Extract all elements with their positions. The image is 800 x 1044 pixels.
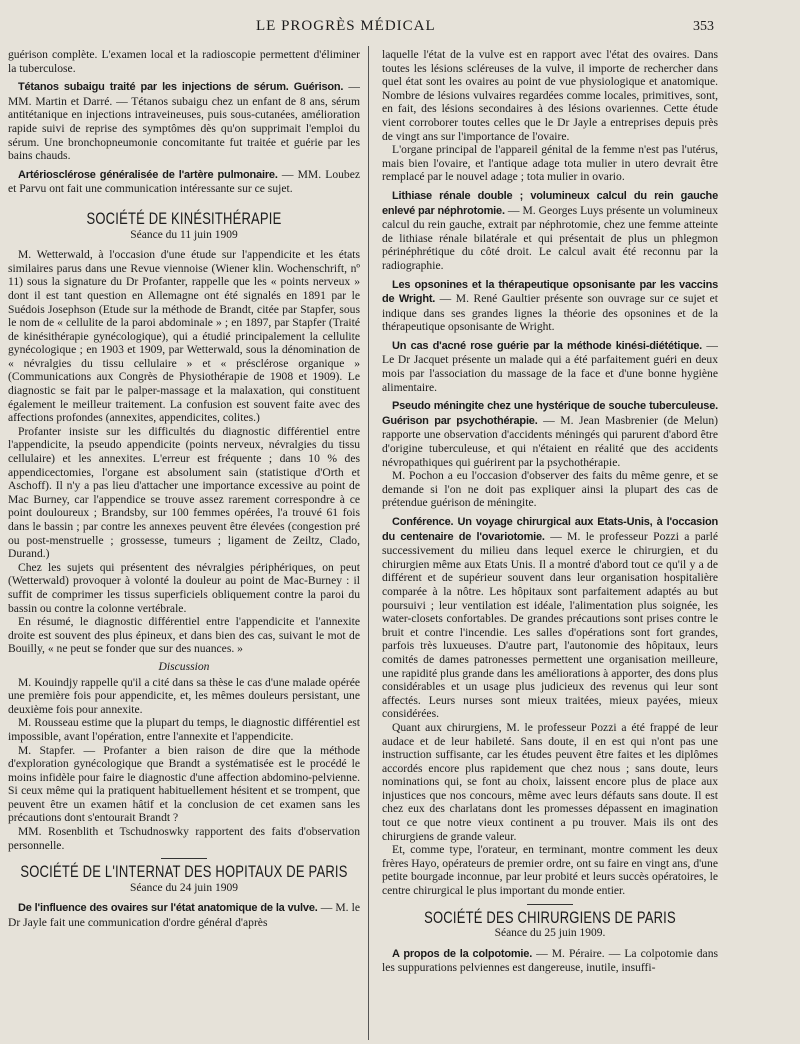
paragraph: L'organe principal de l'appareil génital de la femme n'est pas l'utérus, mais bien l'ovaire, et l'antique adage tota mulier in utero devrait être remplacé par le nouvel adage ; tota mulier in ovario.	[382, 143, 718, 184]
article-text: — M. Georges Luys présente un volumineux calcul du rein gauche, extrait par néphrotomie, chez une femme atteinte de lithiase rénale bilatérale et qui présentait de plus un phlegmon périnéphrétique du côté droit. Le calcul avait été reconnu par la radiographie.	[382, 203, 718, 272]
article-heading: De l'influence des ovaires sur l'état anatomique de la vulve.	[18, 902, 318, 915]
paragraph	[382, 947, 718, 975]
article-text: — M. le professeur Pozzi a parlé successivement du milieu dans lequel exerce le chirurgien, et du chirurgien même aux Etats Unis. Il a montré d'abord tout ce qu'il y a de différent et de supérieur souvent dans leur organisation hospitalière comparée à la nôtre. Les hôpitaux sont parfaitement adaptés au but poursuivi ; leur ventilation est idéale, l'alimentation plus soignée, les water-closets confortables. De grandes précautions sont prises contre le bruit et contre l'incendie. Les salles d'opérations sont fort grandes, parfois très luxueuses. D'autre part, l'autonomie des hôpitaux, leurs comités de dames patronesses permettent une organisation meilleure, une rapidité plus grande dans les améliorations à apporter, des dons plus considérables et un usage plus judicieux des revenus qui leur sont affectés. Leurs nurses sont mieux traitées, mieux payées, mieux considérées.	[382, 529, 718, 721]
left-column	[8, 48, 360, 1034]
article-heading: A propos de la colpotomie.	[392, 947, 533, 960]
article-text: — MM. Martin et Darré. — Tétanos subaigu chez un enfant de 8 ans, sérum antitétanique en injections intraveineuses, puis sous-cutanées, amélioration rapide suivi de reprise des symptômes dès qu'on supprimait l'emploi du sérum. Une bronchopneumonie concomitante fut traitée et guérie par les bains chauds.	[8, 80, 360, 163]
paragraph	[382, 278, 718, 334]
section-title: SOCIÉTÉ DE KINÉSITHÉRAPIE	[86, 208, 282, 228]
paragraph: Chez les sujets qui présentent des névralgies périphériques, on peut (Wetterwald) provoquer à volonté la douleur au point de Mac-Burney : il suffit de comprimer les tissus superficiels obliquement contre la paroi du bassin ou contre la colonne vertébrale.	[8, 560, 360, 615]
paragraph: M. Kouindjy rappelle qu'il a cité dans sa thèse le cas d'une malade opérée une première fois pour appendicite, et, les mêmes douleurs persistant, une deuxième fois pour annexite.	[8, 675, 360, 716]
paragraph: Profanter insiste sur les difficultés du diagnostic différentiel entre l'appendicite, la pseudo appendicite (points nerveux, névralgies du tissu cellulaire) et les annexites. L'erreur est fréquente ; dans 10 % des appendicectomies, l'organe est absolument sain (statistique d'Orth et Aschoff). Il n'y a pas lieu d'attacher une importance excessive au point de Mac Burney, car l'appendice se trouve assez rarement correspondre à ce point douloureux ; Brandsby, sur 100 femmes opérées, l'a trouvé 61 fois dans le bassin ; par contre les annexes peuvent être élevées (congestion pré ou post-menstruelle ; grossesse, tumeurs ; ligament de Zeiltz, Clado, Durand.)	[8, 424, 360, 561]
paragraph	[8, 80, 360, 163]
article-text: — MM. Loubez et Parvu ont fait une communication intéressante sur ce sujet.	[8, 167, 360, 196]
page-number: 353	[693, 19, 714, 34]
paragraph: MM. Rosenblith et Tschudnoswky rapportent des faits d'observation personnelle.	[8, 825, 360, 852]
paragraph	[8, 901, 360, 929]
article-heading: Artériosclérose généralisée de l'artère pulmonaire.	[18, 168, 278, 181]
paragraph	[382, 189, 718, 273]
paragraph: Et, comme type, l'orateur, en terminant, montre comment les deux frères Hayo, opérateurs de premier ordre, ont su faire en vingt ans, d'une petite bourgade inconnue, par leur probité et leurs succès opératoires, le centre chirurgical le plus important du monde entier.	[382, 843, 718, 898]
journal-title: LE PROGRÈS MÉDICAL	[256, 18, 436, 34]
article-heading: Conférence. Un voyage chirurgical aux Etats-Unis, à l'occasion du centenaire de l'ovariotomie.	[382, 516, 718, 543]
section-title: SOCIÉTÉ DES CHIRURGIENS DE PARIS	[424, 907, 676, 927]
article-heading: Un cas d'acné rose guérie par la méthode kinési-diététique.	[392, 339, 703, 352]
paragraph: M. Stapfer. — Profanter a bien raison de dire que la méthode d'exploration gynécologique que Brandt a systématisée est le procédé le moins infidèle pour faire le diagnostic d'une affection abdomino-pelvienne. Si ceux même qui la pratiquent habituellement hésitent et se trompent, que peuvent être un examen hâtif et la conclusion de cet examen sans les précautions dont s'entourait Brandt ?	[8, 743, 360, 825]
section-date: Séance du 25 juin 1909.	[494, 927, 606, 940]
paragraph	[382, 399, 718, 469]
paragraph	[8, 168, 360, 196]
right-column	[382, 48, 718, 1034]
paragraph	[382, 339, 718, 394]
section-title: SOCIÉTÉ DE L'INTERNAT DES HOPITAUX DE PARIS	[20, 862, 348, 882]
section-date: Séance du 11 juin 1909	[130, 228, 238, 241]
paragraph: guérison complète. L'examen local et la radioscopie permettent d'éliminer la tuberculose.	[8, 48, 360, 75]
article-text: — M. le Dr Jayle fait une communication d'ordre général d'après	[8, 901, 360, 930]
section-date: Séance du 24 juin 1909	[130, 881, 238, 894]
article-text: — Le Dr Jacquet présente un malade qui a été parfaitement guéri en deux mois par l'association du massage de la face et d'une bonne hygiène alimentaire.	[382, 338, 718, 394]
discussion-heading: Discussion	[158, 659, 210, 673]
paragraph: laquelle l'état de la vulve est en rapport avec l'état des ovaires. Dans toutes les lésions scléreuses de la vulve, il importe de rechercher dans quel état sont les ovaires au point de vue physiologique et anatomique. Nombre de lésions vulvaires regardées comme locales, primitives, sont, en fait, des lésions secondaires à des lésions ovariennes. Cette étude vient corroborer toutes celles que le Dr Jayle a entreprises depuis près de vingt ans sur l'importance de l'ovaire.	[382, 48, 718, 143]
article-text: — M. René Gaultier présente son ouvrage sur ce sujet et indique dans ses grandes lignes la théorie des opsonines et de la thérapeutique opsonisante de Wright.	[382, 292, 718, 334]
separator-rule	[161, 858, 207, 859]
article-text: — M. Jean Masbrenier (de Melun) rapporte une observation d'accidents méningés qui parurent d'abord être d'origine tuberculeuse, et qui n'étaient en réalité que des accidents névropathiques qui guérirent par la psychothérapie.	[382, 413, 718, 469]
paragraph: M. Rousseau estime que la plupart du temps, le diagnostic différentiel est impossible, avant l'opération, entre l'annexite et l'appendicite.	[8, 716, 360, 743]
paragraph: M. Wetterwald, à l'occasion d'une étude sur l'appendicite et les états similaires parus dans une Revue viennoise (Wiener klin. Wochenschrift, nº 11) sous la signature du Dr Profanter, rappelle que les « points nerveux » dont il est tant question en Allemagne ont été signalés en 1891 par le Suédois Josephson (Etude sur la méthode de Brandt, citée par Stapfer, sous le nom de « cellulite de la paroi abdominale » ; en 1897, par Stapfer (Traité de kinésithérapie gynécologique), qui a étudié principalement la cellulite gynécologique ; en 1903 et 1909, par Wetterwald, sous la dénomination de « névralgies du tissu cellulaire » et « présclérose organique » (Communications aux Congrès de Physiothérapie de 1908 et 1909). Le diagnostic se fait par le palper-massage et la malaxation, qui constituent également le meilleur traitement. La confusion est souvent faite avec des affections profondes (annexites, appendicites, colites.)	[8, 248, 360, 425]
article-heading: Pseudo méningite chez une hystérique de souche tuberculeuse. Guérison par psychothérapie.	[382, 400, 718, 427]
separator-rule	[527, 904, 573, 905]
article-text: — M. Péraire. — La colpotomie dans les suppurations pelviennes est dangereuse, inutile, insuffi-	[382, 946, 718, 975]
running-head	[0, 16, 800, 40]
paragraph: Quant aux chirurgiens, M. le professeur Pozzi a été frappé de leur audace et de leur habileté. Sans doute, il en est qui n'ont pas une instruction suffisante, car les études peuvent être faites et les diplômes accordés encore plus rapidement que chez nous ; sans doute, leurs nominations qui, se font au choix, laissent encore plus de place aux injustices que nos concours, même avec leurs défauts sans doute. Il est chez eux des charlatans dont les promesses dépassent en imagination tout ce que notre vieux continent a pu trouver. Mais ils ont des chirurgiens de grande valeur.	[382, 720, 718, 843]
article-heading: Tétanos subaigu traité par les injections de sérum. Guérison.	[18, 81, 344, 94]
column-divider	[368, 46, 369, 1040]
paragraph: En résumé, le diagnostic différentiel entre l'appendicite et l'annexite droite est souvent des plus épineux, et dans bien des cas, suivant le mot de Bouilly, « ne peut se fonder que sur des nuances. »	[8, 615, 360, 656]
paragraph: M. Pochon a eu l'occasion d'observer des faits du même genre, et se demande si l'on ne doit pas expliquer ainsi la plupart des cas de prétendue guérison de méningite.	[382, 469, 718, 510]
article-heading: Lithiase rénale double ; volumineux calcul du rein gauche enlevé par néphrotomie.	[382, 189, 718, 217]
article-heading: Les opsonines et la thérapeutique opsonisante par les vaccins de Wright.	[382, 278, 718, 306]
paragraph	[382, 515, 718, 721]
